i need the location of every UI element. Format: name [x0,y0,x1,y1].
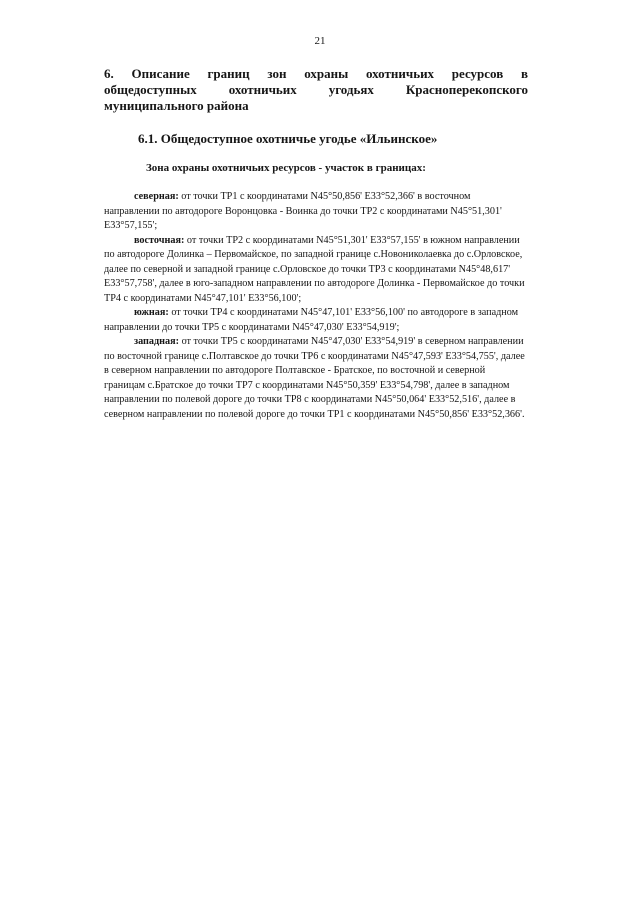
boundary-south [104,306,528,335]
boundary-description: от точки ТР4 с координатами N45°47,101' E33°56,100' по автодороге в западном направлении до точки ТР5 с координатами N45°47,030' E33°54,919'; [104,307,519,333]
boundary-east [104,234,528,307]
boundary-label: северная: [134,191,179,202]
section-heading-line-3: муниципального района [104,98,249,113]
section-heading-line-1: 6. Описание границ зон охраны охотничьих ресурсов в [104,66,528,81]
boundary-north [104,190,528,234]
boundary-description: от точки ТР5 с координатами N45°47,030' E33°54,919' в северном направлении по восточной границе с.Полтавское до точки ТР6 с координатами N45°47,593' E33°54,755', далее в северном направлении по автодороге Полтавское - Братское, по восточной и северной границам с.Братское до точки ТР7 с координатами N45°50,359' E33°54,798', далее в западном направлении по полевой дороге до точки ТР8 с координатами N45°50,064' E33°52,516', далее в северном направлении по полевой дороге до точки ТР1 с координатами N45°50,856' E33°52,366'. [104,336,525,420]
boundary-label: южная: [134,307,169,318]
boundary-label: восточная: [134,234,185,246]
section-heading [104,66,528,114]
page-number: 21 [314,35,326,47]
boundaries-text [104,190,528,422]
section-heading-line-2: общедоступных охотничьих угодьях Красноперекопского [104,82,528,97]
boundary-label: западная: [134,336,180,347]
zone-heading: Зона охраны охотничьих ресурсов - участок в границах: [146,162,426,174]
subsection-heading: 6.1. Общедоступное охотничье угодье «Ильинское» [138,131,438,146]
boundary-west [104,335,528,422]
boundary-description: от точки ТР1 с координатами N45°50,856' E33°52,366' в восточном направлении по автодороге Воронцовка - Воинка до точки ТР2 с координатами N45°51,301' E33°57,155'; [104,191,502,231]
boundary-description: от точки ТР2 с координатами N45°51,301' E33°57,155' в южном направлении по автодороге Долинка – Первомайское, по западной границе с.Новониколаевка до с.Орловское, далее по северной и западной границе с.Орловское до точки ТР3 с координатами N45°48,617' E33°57,758', далее в юго-западном направлении по автодороге Долинка - Первомайское до точки ТР4 с координатами N45°47,101' E33°56,100'; [104,234,525,304]
